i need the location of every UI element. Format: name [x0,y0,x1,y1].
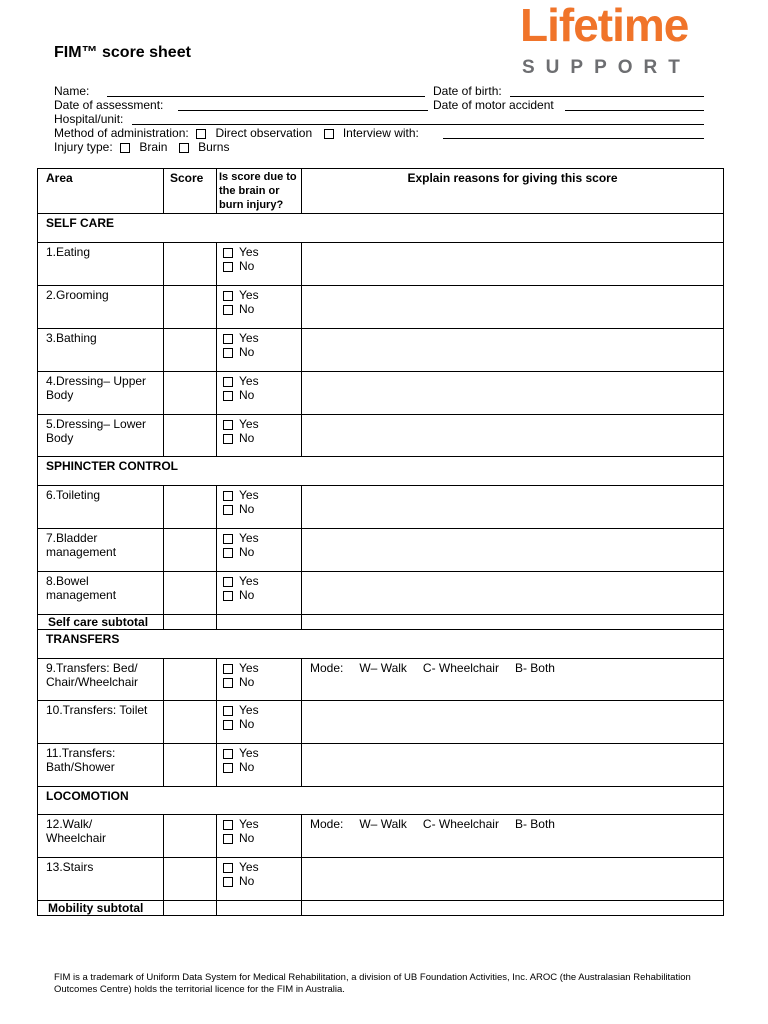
subtotal-explain-cell [302,901,724,916]
section-row-sphincter [38,457,724,486]
burns-checkbox[interactable] [179,143,189,153]
item-label: 9.Transfers: Bed/ Chair/Wheelchair [38,659,164,701]
table-row [38,486,724,529]
mode-label: Mode: [310,661,344,675]
explain-cell[interactable] [302,529,724,572]
dob-field[interactable] [510,96,704,97]
yes-label: Yes [239,661,259,675]
injury-due-cell [217,329,302,372]
explain-cell[interactable] [302,372,724,415]
section-title: SPHINCTER CONTROL [38,457,724,486]
direct-observation-label: Direct observation [215,126,313,140]
no-option [223,431,295,445]
dma-label: Date of motor accident [433,98,554,112]
table-header-row [38,169,724,214]
table-row [38,815,724,858]
col-explain-header: Explain reasons for giving this score [302,169,724,214]
no-option [223,588,295,602]
yes-label: Yes [239,703,259,717]
item-label: 4.Dressing– Upper Body [38,372,164,415]
score-cell[interactable] [164,286,217,329]
mode-label: Mode: [310,817,344,831]
yes-checkbox[interactable] [223,420,233,430]
item-label: 11.Transfers: Bath/Shower [38,744,164,787]
no-label: No [239,874,255,888]
no-option [223,675,295,689]
yes-checkbox[interactable] [223,334,233,344]
injury-due-cell [217,815,302,858]
subtotal-explain-cell [302,615,724,630]
yes-label: Yes [239,817,259,831]
mode-line [310,661,715,675]
table-row [38,415,724,457]
yes-label: Yes [239,860,259,874]
logo-lifetime: Lifetime [520,0,689,51]
table-row [38,744,724,787]
explain-cell[interactable] [302,415,724,457]
yes-option [223,860,295,874]
dma-field[interactable] [565,110,704,111]
score-cell[interactable] [164,329,217,372]
yes-checkbox[interactable] [223,820,233,830]
subtotal-score-cell[interactable] [164,901,217,916]
table-row [38,529,724,572]
yes-checkbox[interactable] [223,577,233,587]
score-cell[interactable] [164,372,217,415]
no-checkbox[interactable] [223,305,233,315]
injury-due-cell [217,486,302,529]
mobility-subtotal-row [38,901,724,916]
yes-label: Yes [239,531,259,545]
no-option [223,502,295,516]
no-label: No [239,588,255,602]
score-cell[interactable] [164,858,217,901]
yes-checkbox[interactable] [223,534,233,544]
score-cell[interactable] [164,744,217,787]
mode-both: B- Both [514,817,555,831]
injury-label: Injury type: [54,140,113,154]
section-row-locomotion [38,787,724,815]
section-title: SELF CARE [38,214,724,243]
logo-support: SUPPORT [522,57,691,78]
section-row-transfers [38,630,724,659]
yes-option [223,817,295,831]
yes-label: Yes [239,417,259,431]
injury-due-cell [217,701,302,744]
yes-checkbox[interactable] [223,291,233,301]
explain-cell[interactable] [302,659,724,701]
injury-due-cell [217,415,302,457]
no-checkbox[interactable] [223,720,233,730]
no-label: No [239,545,255,559]
yes-option [223,661,295,675]
table-row [38,659,724,701]
yes-label: Yes [239,488,259,502]
item-label: 10.Transfers: Toilet [38,701,164,744]
table-row [38,701,724,744]
no-label: No [239,345,255,359]
no-checkbox[interactable] [223,391,233,401]
item-label: 12.Walk/ Wheelchair [38,815,164,858]
mode-line [310,817,715,831]
name-label: Name: [54,84,90,98]
table-row [38,329,724,372]
yes-checkbox[interactable] [223,664,233,674]
name-field[interactable] [107,96,425,97]
no-checkbox[interactable] [223,434,233,444]
injury-due-cell [217,529,302,572]
injury-due-cell [217,286,302,329]
brain-checkbox[interactable] [120,143,130,153]
method-label: Method of administration: [54,126,189,140]
self-care_subtotal-row [38,615,724,630]
doa-field[interactable] [178,110,428,111]
item-label: 7.Bladder management [38,529,164,572]
table-row [38,372,724,415]
subtotal-label: Mobility subtotal [38,901,164,916]
burns-label: Burns [198,140,230,154]
explain-cell[interactable] [302,858,724,901]
score-cell[interactable] [164,572,217,615]
no-option [223,831,295,845]
no-label: No [239,431,255,445]
no-label: No [239,717,255,731]
yes-option [223,574,295,588]
section-title: LOCOMOTION [38,787,724,815]
explain-cell[interactable] [302,286,724,329]
score-cell[interactable] [164,486,217,529]
injury-due-cell [217,572,302,615]
yes-label: Yes [239,331,259,345]
injury-due-cell [217,858,302,901]
no-checkbox[interactable] [223,763,233,773]
no-option [223,717,295,731]
col-area-header: Area [38,169,164,214]
item-label: 2.Grooming [38,286,164,329]
mode-wheelchair: C- Wheelchair [422,817,499,831]
no-checkbox[interactable] [223,834,233,844]
page-title: FIM™ score sheet [54,44,191,61]
table-row [38,243,724,286]
yes-label: Yes [239,245,259,259]
no-label: No [239,760,255,774]
footer-note: FIM is a trademark of Uniform Data System for Medical Rehabilitation, a division of UB Foundation Activities, Inc. AROC (the Australasian Rehabilitation Outcomes Centre) holds the territorial licence for the FIM in Australia. [54,972,691,995]
no-label: No [239,388,255,402]
yes-option [223,746,295,760]
section-title: TRANSFERS [38,630,724,659]
yes-option [223,488,295,502]
item-label: 1.Eating [38,243,164,286]
section-row-self-care [38,214,724,243]
yes-option [223,331,295,345]
subtotal-label: Self care subtotal [38,615,164,630]
yes-option [223,374,295,388]
score-cell[interactable] [164,701,217,744]
dob-label: Date of birth: [433,84,502,98]
item-label: 8.Bowel management [38,572,164,615]
no-checkbox[interactable] [223,678,233,688]
yes-label: Yes [239,574,259,588]
item-label: 5.Dressing– Lower Body [38,415,164,457]
no-label: No [239,675,255,689]
mode-walk: W– Walk [359,661,407,675]
interview-checkbox[interactable] [324,129,334,139]
injury-due-cell [217,744,302,787]
hospital-field[interactable] [132,124,704,125]
no-option [223,545,295,559]
score-cell[interactable] [164,659,217,701]
no-option [223,302,295,316]
item-label: 3.Bathing [38,329,164,372]
no-checkbox[interactable] [223,877,233,887]
doa-label: Date of assessment: [54,98,164,112]
injury-row [54,140,229,154]
mode-wheelchair: C- Wheelchair [422,661,499,675]
no-label: No [239,831,255,845]
yes-checkbox[interactable] [223,863,233,873]
no-checkbox[interactable] [223,548,233,558]
explain-cell[interactable] [302,744,724,787]
subtotal-due-cell [217,901,302,916]
no-checkbox[interactable] [223,591,233,601]
explain-cell[interactable] [302,243,724,286]
explain-cell[interactable] [302,815,724,858]
explain-cell[interactable] [302,329,724,372]
table-row [38,858,724,901]
yes-option [223,417,295,431]
no-label: No [239,302,255,316]
table-row [38,572,724,615]
no-label: No [239,259,255,273]
yes-label: Yes [239,288,259,302]
score-cell[interactable] [164,529,217,572]
score-cell[interactable] [164,415,217,457]
explain-cell[interactable] [302,701,724,744]
yes-checkbox[interactable] [223,706,233,716]
yes-option [223,703,295,717]
subtotal-due-cell [217,615,302,630]
yes-label: Yes [239,746,259,760]
no-option [223,345,295,359]
yes-option [223,531,295,545]
yes-label: Yes [239,374,259,388]
yes-option [223,288,295,302]
direct-observation-checkbox[interactable] [196,129,206,139]
yes-checkbox[interactable] [223,491,233,501]
mode-both: B- Both [514,661,555,675]
yes-checkbox[interactable] [223,377,233,387]
no-option [223,760,295,774]
item-label: 13.Stairs [38,858,164,901]
score-cell[interactable] [164,243,217,286]
no-option [223,874,295,888]
no-checkbox[interactable] [223,348,233,358]
col-due-header: Is score due to the brain or burn injury? [217,169,302,214]
explain-cell[interactable] [302,572,724,615]
no-label: No [239,502,255,516]
table-row [38,286,724,329]
fim-table [37,168,724,916]
item-label: 6.Toileting [38,486,164,529]
explain-cell[interactable] [302,486,724,529]
mode-walk: W– Walk [359,817,407,831]
yes-checkbox[interactable] [223,248,233,258]
col-score-header: Score [164,169,217,214]
brain-label: Brain [139,140,168,154]
interview-field[interactable] [443,138,704,139]
no-option [223,388,295,402]
score-cell[interactable] [164,815,217,858]
hospital-label: Hospital/unit: [54,112,124,126]
yes-checkbox[interactable] [223,749,233,759]
interview-label: Interview with: [342,126,419,140]
injury-due-cell [217,372,302,415]
no-checkbox[interactable] [223,262,233,272]
subtotal-score-cell[interactable] [164,615,217,630]
no-checkbox[interactable] [223,505,233,515]
no-option [223,259,295,273]
injury-due-cell [217,243,302,286]
yes-option [223,245,295,259]
injury-due-cell [217,659,302,701]
method-row [54,126,419,140]
